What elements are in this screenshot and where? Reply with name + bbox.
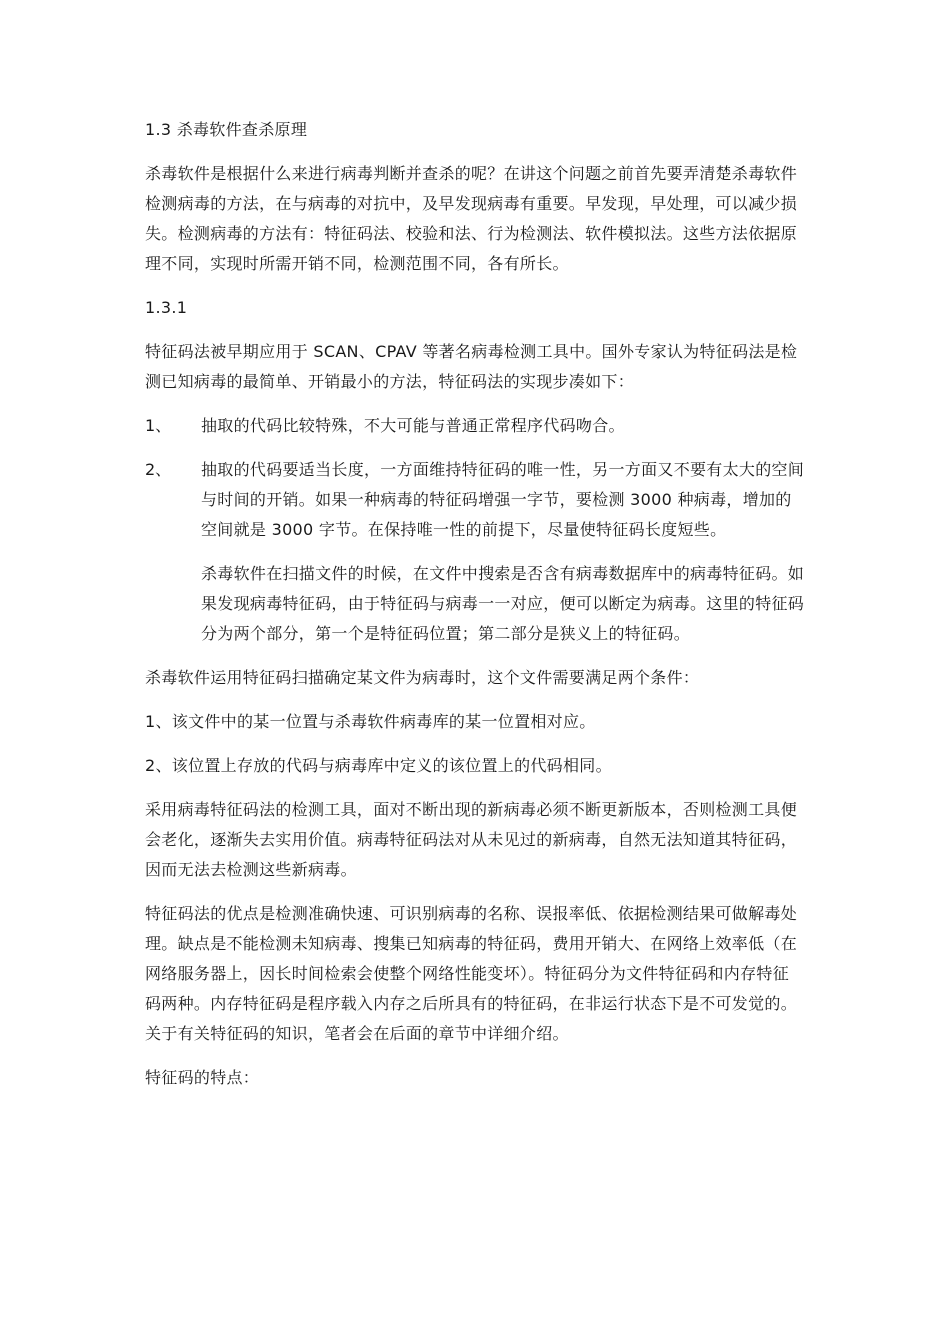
conditions-paragraph: 杀毒软件运用特征码扫描确定某文件为病毒时，这个文件需要满足两个条件： xyxy=(145,668,700,687)
step-item-1 xyxy=(145,411,805,441)
update-paragraph: 采用病毒特征码法的检测工具，面对不断出现的新病毒必须不断更新版本，否则检测工具便会老化，逐渐失去实用价值。病毒特征码法对从未见过的新病毒，自然无法知道其特征码，因而无法去检测这些新病毒。 xyxy=(145,800,798,879)
condition-1: 1、该文件中的某一位置与杀毒软件病毒库的某一位置相对应。 xyxy=(145,712,596,731)
step-number: 1、 xyxy=(145,416,172,435)
step-2-note: 杀毒软件在扫描文件的时候，在文件中搜索是否含有病毒数据库中的病毒特征码。如果发现病毒特征码，由于特征码与病毒一一对应，便可以断定为病毒。这里的特征码分为两个部分，第一个是特征码位置；第二部分是狭义上的特征码。 xyxy=(201,564,805,643)
step-item-2 xyxy=(145,455,805,545)
step-text: 抽取的代码要适当长度，一方面维持特征码的唯一性，另一方面又不要有太大的空间与时间的开销。如果一种病毒的特征码增强一字节，要检测 3000 种病毒，增加的空间就是 3000 字节。在保持唯一性的前提下，尽量使特征码长度短些。 xyxy=(201,460,805,539)
step-text: 抽取的代码比较特殊，不大可能与普通正常程序代码吻合。 xyxy=(201,416,625,435)
document-body xyxy=(145,115,805,1107)
subsection-number: 1.3.1 xyxy=(145,298,188,317)
features-heading: 特征码的特点： xyxy=(145,1068,260,1087)
condition-2: 2、该位置上存放的代码与病毒库中定义的该位置上的代码相同。 xyxy=(145,756,612,775)
intro-paragraph: 杀毒软件是根据什么来进行病毒判断并查杀的呢？在讲这个问题之前首先要弄清楚杀毒软件检测病毒的方法，在与病毒的对抗中，及早发现病毒有重要。早发现，早处理，可以减少损失。检测病毒的方法有：特征码法、校验和法、行为检测法、软件模拟法。这些方法依据原理不同，实现时所需开销不同，检测范围不同，各有所长。 xyxy=(145,164,798,273)
step-number: 2、 xyxy=(145,460,172,479)
signature-intro-paragraph: 特征码法被早期应用于 SCAN、CPAV 等著名病毒检测工具中。国外专家认为特征码法是检测已知病毒的最简单、开销最小的方法，特征码法的实现步凑如下： xyxy=(145,342,798,391)
pros-cons-paragraph: 特征码法的优点是检测准确快速、可识别病毒的名称、误报率低、依据检测结果可做解毒处理。缺点是不能检测未知病毒、搜集已知病毒的特征码，费用开销大、在网络上效率低（在网络服务器上，因长时间检索会使整个网络性能变坏）。特征码分为文件特征码和内存特征码两种。内存特征码是程序载入内存之后所具有的特征码，在非运行状态下是不可发觉的。关于有关特征码的知识，笔者会在后面的章节中详细介绍。 xyxy=(145,904,798,1043)
section-title: 1.3 杀毒软件查杀原理 xyxy=(145,120,308,139)
